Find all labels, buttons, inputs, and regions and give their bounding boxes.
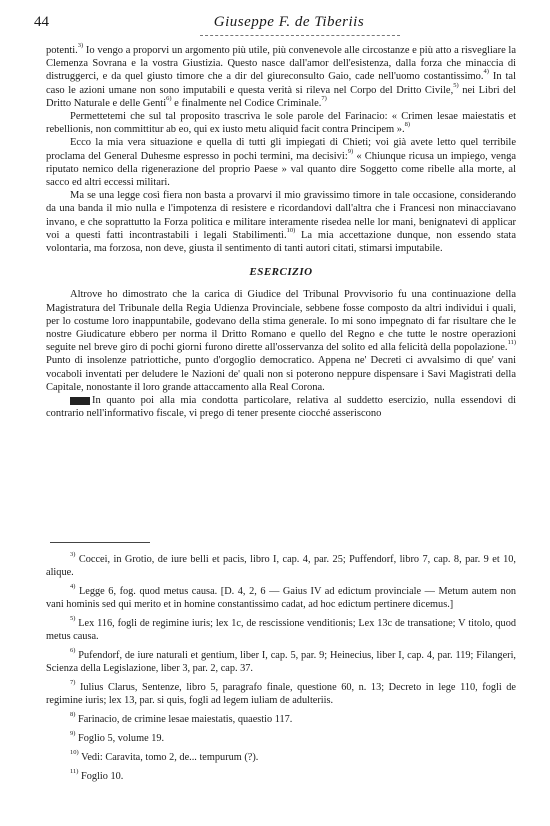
footnote-number: 9)	[70, 730, 76, 737]
paragraph-6: In quanto poi alla mia condotta particolare, relativa al suddetto esercizio, nulla essendovi di contrario nell'informativo fiscale, vi prego di tener presente ciocché asseriscono	[46, 395, 516, 420]
footnote-ref: 11)	[507, 339, 516, 347]
footnote-rule	[50, 542, 150, 543]
ink-mark	[70, 397, 90, 405]
footnote: $^{6)}$ Pufendorf, de iure naturali et gentium, liber I, cap. 5, par. 9; Heinecius, liber I, cap. 4, par. 119; Filangeri, Scienza della Legislazione, liber 3, par. 2, cap. 37.	[46, 647, 517, 674]
footnote: $^{9)}$ Foglio 5, volume 19.	[70, 730, 165, 744]
footnote-ref: 4)	[483, 68, 489, 76]
running-title: Giuseppe F. de Tiberiis	[213, 14, 365, 30]
footnote-ref: 7)	[321, 94, 327, 102]
footnote: $^{4)}$ Legge 6, fog. quod metus causa. [D. 4, 2, 6 — Gaius IV ad edictum provinciale — Metum autem non vani hominis sed qui merito et in homine constantissimo cadat, ad hoc edictum pertinere dicemus.]	[46, 583, 517, 610]
footnote-number: 7)	[70, 679, 76, 686]
paragraph-4: Ma se una legge così fiera non basta a provarvi il mio gravissimo timore in tale occasione, considerando da una banda il mio nulla e l'impotenza di resistere e ricordandovi dall'altra che i Francesi non minacciavano invano, e che soprattutto la Forza politica e militare interamente risedea nelle lor mani, benignatevi di applicar voi a questi fatti incontrastabili i legali Stabilimenti.$^{10)}$ La mia accettazione dunque, non essendo stata volontaria, ma forzosa, non deve, giusta il sentimento di tanti autori citati, stimarsi imputabile.	[46, 190, 516, 255]
footnotes	[46, 553, 516, 789]
footnote-ref: 6)	[166, 94, 172, 102]
footnote: $^{7)}$ Iulius Clarus, Sentenze, libro 5, paragrafo finale, questione 60, n. 13; Decreto in lege 110, fogli de regimine iuris; lex 13, par. si quis, fogli ad legem iuliam de adulteriis.	[46, 679, 516, 706]
footnote-number: 10)	[70, 749, 79, 756]
footnote: $^{11)}$ Foglio 10.	[70, 768, 124, 782]
paragraph-3: Ecco la mia vera situazione e quella di tutti gli impiegati di Chieti; voi già avete letto quel terribile proclama del General Duhesme espresso in pochi termini, ma decisivi:$^{9)}$ « Chiunque ricusa un impiego, venga riputato nemico della rigenerazione del proprio Paese » val quanto dire Soggetto come ribelle alla morte, al sacco ed altri eccessi militari.	[46, 137, 516, 189]
paragraph-5: Altrove ho dimostrato che la carica di Giudice del Tribunal Provvisorio fu una continuazione della Magistratura del Tribunale della Regia Udienza Provinciale, sebbene fosse composto da altri individui i quali, per lo costume loro inappuntabile, godevano della stima generale. Io mi sono impegnato di far risultare che le nostre Giudicature ebbero per norma il Dritto Romano e quello del Regno e che tutte le nostre operazioni seguite nel breve giro di pochi giorni furono dirette all'osservanza del solito ed alla felicità della popolazione.$^{11)}$ Punto di insolenze patriottiche, punto d'orgoglio democratico. Appena ne' Decreti ci avvalsimo di que' vani vocaboli inventati per deludere le Nazioni de' quali non si poterono neppure dispensare i Savi Magistrati della Capitale, nonostante il loro grande attaccamento alla Real Corona.	[46, 289, 516, 393]
footnote-number: 6)	[70, 647, 76, 654]
footnote-ref: 8)	[404, 121, 411, 129]
footnote-number: 5)	[70, 615, 76, 622]
running-header	[34, 14, 516, 36]
footnote: $^{5)}$ Lex 116, fogli de regimine iuris; lex 1c, de rescissione venditionis; Lex 13c de transatione; V titolo, quod metus causa.	[46, 615, 516, 642]
footnote-number: 8)	[70, 711, 76, 718]
footnote-number: 3)	[70, 551, 76, 558]
section-heading: ESERCIZIO	[249, 266, 313, 279]
paragraph-1: potenti.$^{3)}$ Io vengo a proporvi un argomento più utile, più convenevole alle circostanze e più atto a risvegliare la Clemenza Sovrana e la vostra Giustizia. Questo nasce dall'amor dell'esistenza, dalla forza che minaccia di distruggerci, e da quel giusto timore che a dir del giureconsulto Gaio, cade nell'uomo costantissimo.$^{4)}$ In tal caso le azioni umane non sono imputabili e questa verità si rileva nel Corpo del Dritto Civile,$^{5)}$ nei Libri del Dritto Naturale e delle Genti$^{6)}$ e finalmente nel Codice Criminale.$^{7)}$	[46, 42, 516, 109]
footnote-number: 11)	[70, 768, 79, 775]
page-number: 44	[34, 14, 49, 30]
footnote: $^{3)}$ Coccei, in Grotio, de iure belli et pacis, libro I, cap. 4, par. 25; Puffendorf, libro 7, cap. 8, par. 9 et 10, alique.	[46, 551, 516, 578]
paragraph-2: Permettetemi che sul tal proposito trascriva le sole parole del Farinacio: « Crimen lesae maiestatis et rebellionis, non committitur ab eo, qui ex iusto metu aliquid facit contra Principem ».$^{8)}$	[46, 111, 516, 136]
footnote-ref: 5)	[453, 81, 459, 89]
footnote-ref: 3)	[77, 42, 84, 49]
main-text	[46, 44, 516, 420]
footnote: $^{8)}$ Farinacio, de crimine lesae maiestatis, quaestio 117.	[70, 711, 293, 725]
header-rule	[200, 35, 400, 36]
footnote-ref: 9)	[347, 147, 354, 155]
footnote-number: 4)	[70, 583, 76, 590]
footnote-ref: 10)	[286, 226, 296, 234]
footnote: $^{10)}$ Vedi: Caravita, tomo 2, de... tempurum (?).	[70, 749, 259, 763]
